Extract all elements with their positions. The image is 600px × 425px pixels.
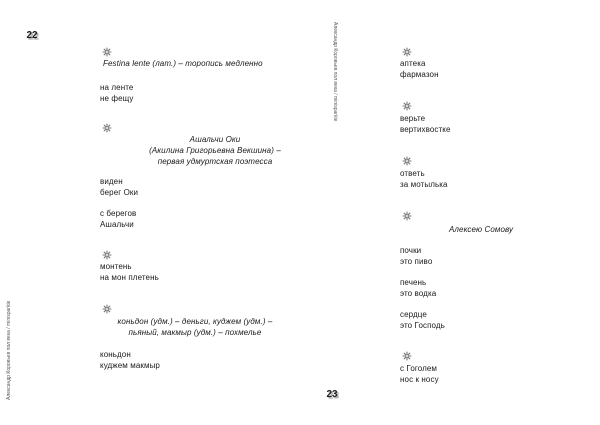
running-head-right: Александр Коровьев пол века / minisparkle [332, 22, 338, 122]
asterisk-flower-icon [402, 47, 412, 57]
poem-line: на мон плетень [100, 273, 159, 282]
poem-line: вертихвостке [400, 125, 451, 134]
poem-line: верьте [400, 114, 426, 123]
epigraph-line: (Акилина Григорьевна Векшина) – [149, 146, 281, 155]
page-number-left: 22 [26, 30, 38, 41]
poem-line: это пиво [400, 257, 433, 266]
poem-line: на ленте [100, 83, 134, 92]
running-head-left: Александр Коровьев пол века / minisparkle [6, 300, 12, 400]
poem-line: печень [400, 278, 427, 287]
poem-line: это Господь [400, 321, 445, 330]
poem-line: это водка [400, 289, 437, 298]
asterisk-flower-icon [402, 351, 412, 361]
asterisk-flower-icon [402, 101, 412, 111]
epigraph-line: пьяный, макмыр (удм.) – похмелье [128, 328, 262, 337]
epigraph: Festina lente (лат.) – торопись медленно [103, 59, 263, 68]
epigraph-line: первая удмуртская поэтесса [157, 157, 273, 166]
poem-line: сердце [400, 310, 427, 319]
poem-line: с Гоголем [400, 364, 438, 373]
poem-line: фармазон [400, 70, 439, 79]
poem-line: монтень [100, 262, 132, 271]
poem-line: за мотылька [400, 180, 448, 189]
asterisk-flower-icon [402, 211, 412, 221]
poem-line: ответь [400, 169, 425, 178]
poem-line: берег Оки [100, 188, 139, 197]
dedication: Алексею Сомову [449, 225, 514, 234]
asterisk-flower-icon [102, 123, 112, 133]
poem-line: Ашальчи [100, 220, 134, 229]
epigraph-line: Ашальчи Оки [189, 135, 241, 144]
poem-line: куджем макмыр [100, 361, 160, 370]
epigraph-line: коньдон (удм.) – деньги, куджем (удм.) – [117, 317, 273, 326]
poem-line: коньдон [100, 350, 131, 359]
asterisk-flower-icon [402, 156, 412, 166]
poem-line: с берегов [100, 209, 137, 218]
asterisk-flower-icon [102, 250, 112, 260]
poem-line: не фещу [100, 94, 134, 103]
asterisk-flower-icon [102, 304, 112, 314]
poem-line: виден [100, 177, 123, 186]
poem-line: почки [400, 246, 422, 255]
poem-line: нос к носу [400, 375, 439, 384]
poem-line: аптека [400, 59, 426, 68]
asterisk-flower-icon [102, 47, 112, 57]
page-number-right: 23 [326, 389, 338, 400]
